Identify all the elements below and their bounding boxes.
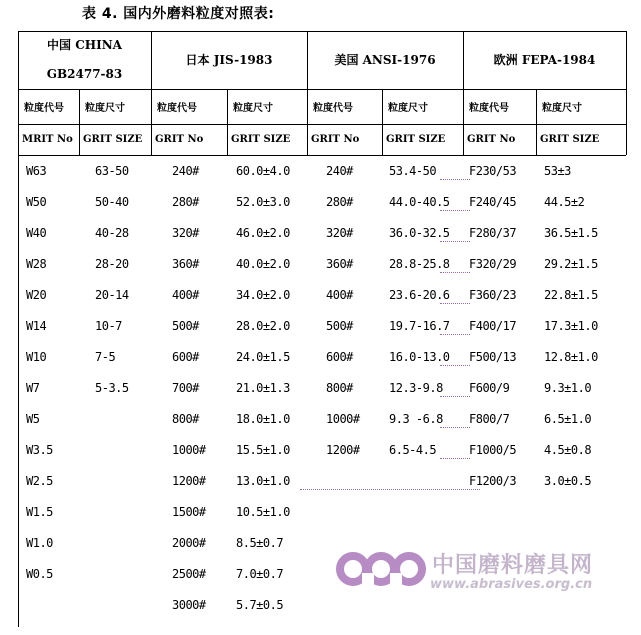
table-cell: 9.3 -6.8 (389, 412, 443, 426)
table-cell: 15.5±1.0 (236, 443, 290, 457)
table-cell: 17.3±1.0 (544, 319, 598, 333)
table-cell: W40 (26, 226, 47, 240)
table-cell: F400/17 (469, 319, 517, 333)
table-cell: 320# (172, 226, 199, 240)
table-cell: 36.0-32.5 (389, 226, 450, 240)
column-divider (79, 89, 80, 155)
table-cell: 600# (172, 350, 199, 364)
table-cell: W2.5 (26, 474, 53, 488)
table-cell: 360# (172, 257, 199, 271)
table-cell: 44.5±2 (544, 195, 585, 209)
table-cell: 1200# (172, 474, 206, 488)
table-cell: 29.2±1.5 (544, 257, 598, 271)
standard-header (18, 31, 151, 89)
table-cell: 280# (172, 195, 199, 209)
table-cell: 5-3.5 (95, 381, 129, 395)
subheader-en: GRIT SIZE (231, 134, 291, 145)
table-cell: 36.5±1.5 (544, 226, 598, 240)
table-cell: 10-7 (95, 319, 122, 333)
column-divider (382, 89, 383, 155)
dotted-leader (440, 210, 470, 211)
table-cell: F500/13 (469, 350, 517, 364)
table-cell: 8.5±0.7 (236, 536, 284, 550)
table-cell: 2500# (172, 567, 206, 581)
subheader-en: GRIT SIZE (540, 134, 600, 145)
table-cell: W20 (26, 288, 47, 302)
column-divider (227, 89, 228, 155)
dotted-leader (440, 458, 470, 459)
dotted-leader (440, 396, 470, 397)
table-cell: 1500# (172, 505, 206, 519)
body-divider (18, 155, 626, 156)
table-cell: 23.6-20.6 (389, 288, 450, 302)
table-cell: 50-40 (95, 195, 129, 209)
table-cell: 500# (172, 319, 199, 333)
table-cell: 28-20 (95, 257, 129, 271)
subheader-en: GRIT SIZE (386, 134, 446, 145)
table-cell: 60.0±4.0 (236, 164, 290, 178)
table-cell: 24.0±1.5 (236, 350, 290, 364)
subheader-cn: 粒度代号 (24, 103, 64, 114)
table-cell: 10.5±1.0 (236, 505, 290, 519)
table-cell: 1000# (326, 412, 360, 426)
table-cell: 12.3-9.8 (389, 381, 443, 395)
table-cell: F230/53 (469, 164, 517, 178)
watermark-logo-icon (336, 547, 426, 587)
table-cell: 4.5±0.8 (544, 443, 592, 457)
standard-name: 美国 ANSI-1976 (334, 52, 436, 67)
standard-name: 欧洲 FEPA-1984 (493, 52, 596, 67)
table-cell: 20-14 (95, 288, 129, 302)
table-cell: F600/9 (469, 381, 510, 395)
table-cell: 7-5 (95, 350, 116, 364)
dotted-leader (440, 334, 470, 335)
table-cell: 18.0±1.0 (236, 412, 290, 426)
table-cell: 360# (326, 257, 353, 271)
subheader-en: GRIT No (311, 134, 360, 145)
table-cell: W5 (26, 412, 40, 426)
standard-name: 日本 JIS-1983 (185, 52, 273, 67)
table-cell: 240# (326, 164, 353, 178)
table-cell: 2000# (172, 536, 206, 550)
table-caption: 表 4. 国内外磨料粒度对照表: (82, 6, 275, 22)
table-cell: 19.7-16.7 (389, 319, 450, 333)
table-cell: 28.0±2.0 (236, 319, 290, 333)
subheader-en: GRIT No (467, 134, 516, 145)
standard-header (463, 31, 626, 89)
table-cell: W28 (26, 257, 47, 271)
dotted-leader (300, 489, 480, 490)
standard-name: 中国 CHINA (47, 38, 122, 52)
table-cell: F240/45 (469, 195, 517, 209)
table-cell: 7.0±0.7 (236, 567, 284, 581)
table-cell: 600# (326, 350, 353, 364)
table-cell: 9.3±1.0 (544, 381, 592, 395)
table-border-left (18, 31, 19, 627)
table-cell: 44.0-40.5 (389, 195, 450, 209)
table-cell: 1200# (326, 443, 360, 457)
table-cell: W50 (26, 195, 47, 209)
table-cell: F360/23 (469, 288, 517, 302)
table-cell: 400# (172, 288, 199, 302)
table-cell: 3000# (172, 598, 206, 612)
watermark-url: www.abrasives.org.cn (430, 577, 593, 592)
column-divider (536, 89, 537, 155)
watermark-text: 中国磨料磨具网 (432, 553, 594, 578)
subheader-en: MRIT No (22, 134, 73, 145)
table-cell: 40-28 (95, 226, 129, 240)
table-cell: 800# (326, 381, 353, 395)
standard-code: GB2477-83 (46, 67, 123, 81)
subheader-cn: 粒度尺寸 (388, 103, 428, 114)
standard-header (151, 31, 307, 89)
table-cell: W0.5 (26, 567, 53, 581)
table-cell: W63 (26, 164, 47, 178)
table-cell: W3.5 (26, 443, 53, 457)
subheader-cn: 粒度尺寸 (542, 103, 582, 114)
dotted-leader (440, 179, 470, 180)
table-cell: F320/29 (469, 257, 517, 271)
table-cell: 3.0±0.5 (544, 474, 592, 488)
subheader-cn: 粒度代号 (313, 103, 353, 114)
table-cell: F800/7 (469, 412, 510, 426)
dotted-leader (440, 427, 470, 428)
table-cell: W1.0 (26, 536, 53, 550)
table-cell: 63-50 (95, 164, 129, 178)
table-cell: 13.0±1.0 (236, 474, 290, 488)
table-cell: 6.5±1.0 (544, 412, 592, 426)
standard-header (307, 31, 463, 89)
table-cell: 46.0±2.0 (236, 226, 290, 240)
table-cell: 53±3 (544, 164, 571, 178)
subheader-en: GRIT SIZE (83, 134, 143, 145)
table-cell: F1000/5 (469, 443, 517, 457)
table-cell: 12.8±1.0 (544, 350, 598, 364)
table-cell: 40.0±2.0 (236, 257, 290, 271)
table-cell: 800# (172, 412, 199, 426)
table-cell: 1000# (172, 443, 206, 457)
table-cell: 320# (326, 226, 353, 240)
table-cell: W10 (26, 350, 47, 364)
table-cell: W1.5 (26, 505, 53, 519)
subheader-cn: 粒度代号 (157, 103, 197, 114)
subheader-cn: 粒度代号 (469, 103, 509, 114)
table-cell: 22.8±1.5 (544, 288, 598, 302)
dotted-leader (440, 365, 470, 366)
table-cell: 34.0±2.0 (236, 288, 290, 302)
table-cell: 52.0±3.0 (236, 195, 290, 209)
table-cell: 280# (326, 195, 353, 209)
table-cell: 21.0±1.3 (236, 381, 290, 395)
table-cell: W14 (26, 319, 47, 333)
dotted-leader (440, 241, 470, 242)
table-cell: 5.7±0.5 (236, 598, 284, 612)
table-border-right (626, 31, 627, 155)
table-cell: 400# (326, 288, 353, 302)
subheader-en: GRIT No (155, 134, 204, 145)
table-cell: 28.8-25.8 (389, 257, 450, 271)
table-cell: W7 (26, 381, 40, 395)
table-cell: 500# (326, 319, 353, 333)
table-cell: 700# (172, 381, 199, 395)
dotted-leader (440, 303, 470, 304)
subheader-cn: 粒度尺寸 (233, 103, 273, 114)
table-cell: 6.5-4.5 (389, 443, 437, 457)
table-cell: F1200/3 (469, 474, 517, 488)
table-cell: F280/37 (469, 226, 517, 240)
table-cell: 240# (172, 164, 199, 178)
table-cell: 16.0-13.0 (389, 350, 450, 364)
dotted-leader (440, 272, 470, 273)
subheader-cn: 粒度尺寸 (85, 103, 125, 114)
table-cell: 53.4-50 (389, 164, 437, 178)
